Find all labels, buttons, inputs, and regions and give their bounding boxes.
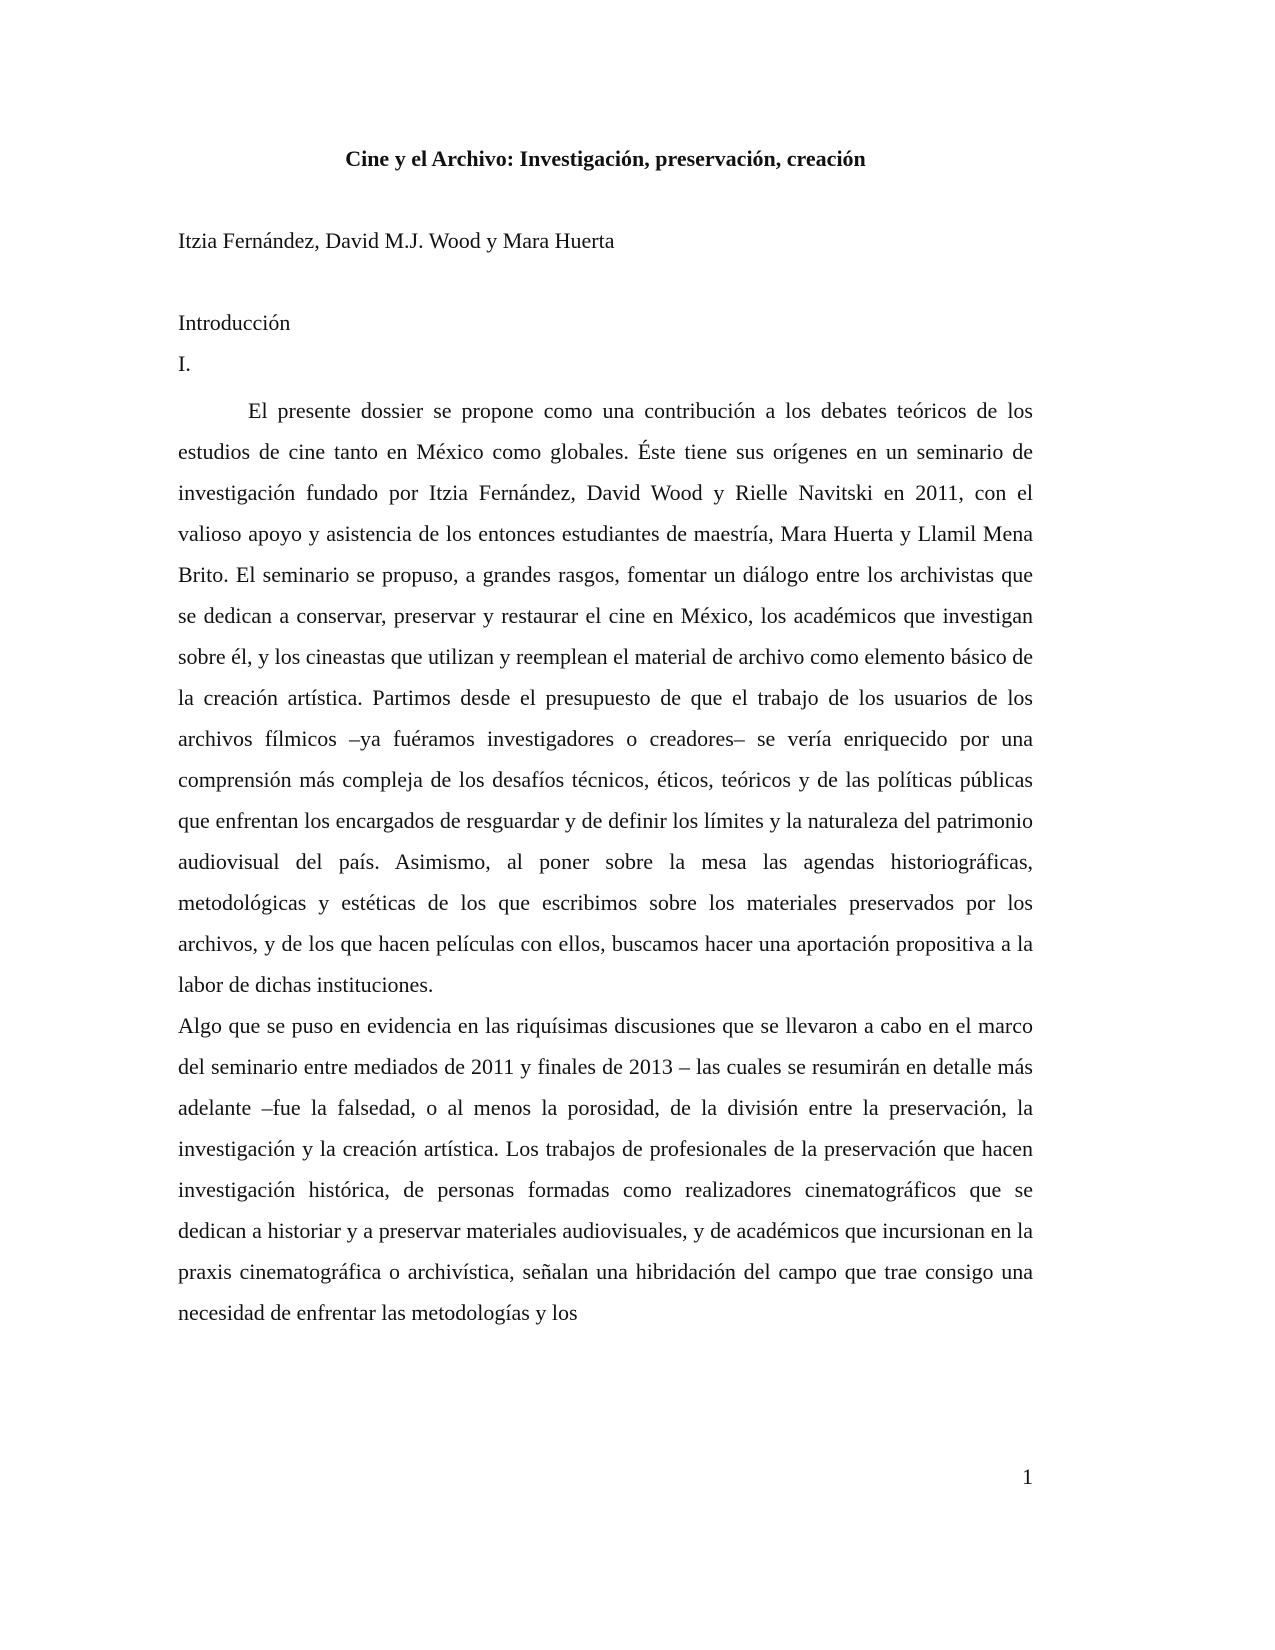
document-title: Cine y el Archivo: Investigación, preservación, creación [345, 146, 866, 171]
paragraph-1: El presente dossier se propone como una contribución a los debates teóricos de los estudios de cine tanto en México como globales. Éste tiene sus orígenes en un seminario de investigación fundado por Itzia Fernández, David Wood y Rielle Navitski en 2011, con el valioso apoyo y asistencia de los entonces estudiantes de maestría, Mara Huerta y Llamil Mena Brito. El seminario se propuso, a grandes rasgos, fomentar un diálogo entre los archivistas que se dedican a conservar, preservar y restaurar el cine en México, los académicos que investigan sobre él, y los cineastas que utilizan y reemplean el material de archivo como elemento básico de la creación artística. Partimos desde el presupuesto de que el trabajo de los usuarios de los archivos fílmicos –ya fuéramos investigadores o creadores– se vería enriquecido por una comprensión más compleja de los desafíos técnicos, éticos, teóricos y de las políticas públicas que enfrentan los encargados de resguardar y de definir los límites y la naturaleza del patrimonio audiovisual del país. Asimismo, al poner sobre la mesa las agendas historiográficas, metodológicas y estéticas de los que escribimos sobre los materiales preservados por los archivos, y de los que hacen películas con ellos, buscamos hacer una aportación propositiva a la labor de dichas instituciones. [178, 398, 1033, 997]
section-numeral: I. [178, 351, 191, 376]
page-number: 1 [1022, 1464, 1033, 1489]
paragraph-2: Algo que se puso en evidencia en las riquísimas discusiones que se llevaron a cabo en el marco del seminario entre mediados de 2011 y finales de 2013 – las cuales se resumirán en detalle más adelante –fue la falsedad, o al menos la porosidad, de la división entre la preservación, la investigación y la creación artística. Los trabajos de profesionales de la preservación que hacen investigación histórica, de personas formadas como realizadores cinematográficos que se dedican a historiar y a preservar materiales audiovisuales, y de académicos que incursionan en la praxis cinematográfica o archivística, señalan una hibridación del campo que trae consigo una necesidad de enfrentar las metodologías y los [178, 1013, 1033, 1325]
body-text [178, 390, 1033, 1333]
author-line: Itzia Fernández, David M.J. Wood y Mara Huerta [178, 228, 615, 253]
section-heading: Introducción [178, 310, 291, 335]
